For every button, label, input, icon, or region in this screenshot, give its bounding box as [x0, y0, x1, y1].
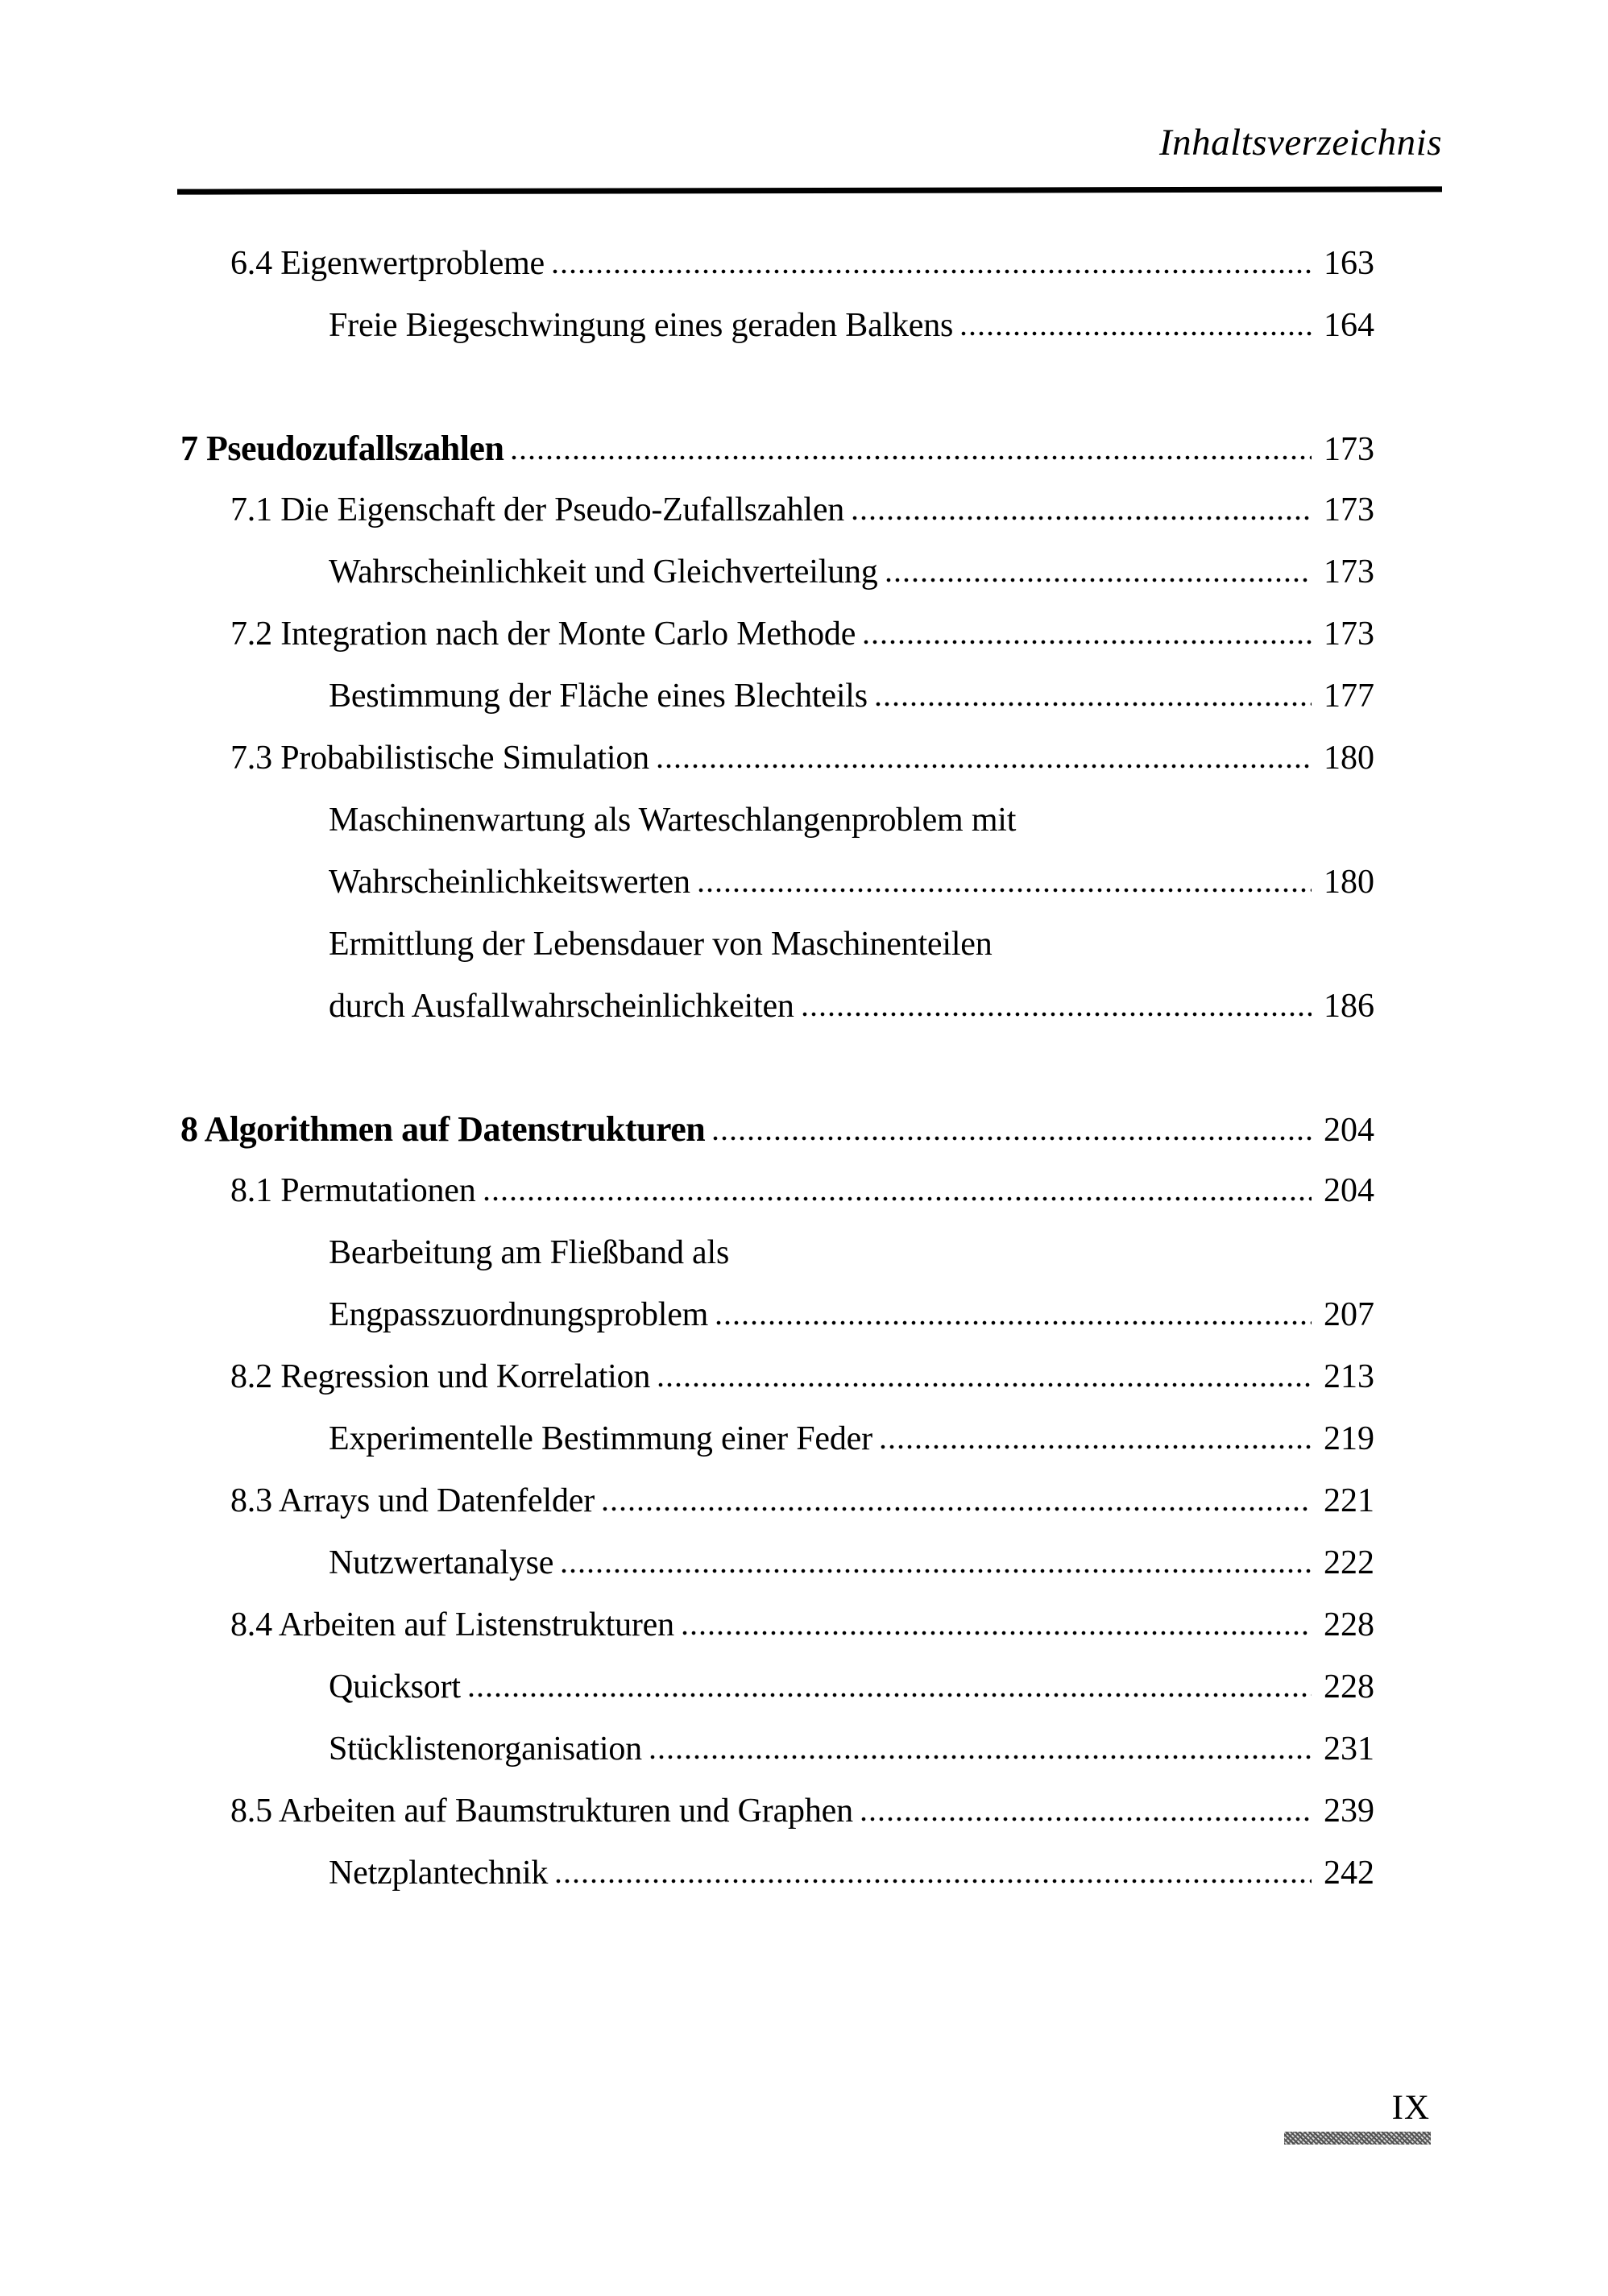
toc-entry-label: 7.1 Die Eigenschaft der Pseudo-Zufallszahlen — [230, 491, 845, 528]
toc-entry-label: Nutzwertanalyse — [329, 1544, 554, 1581]
toc-entry — [0, 493, 1608, 555]
toc-entry — [0, 989, 1608, 1051]
toc-entry-page: 219 — [1324, 1420, 1374, 1457]
toc-entry-page: 186 — [1324, 988, 1374, 1025]
toc-entry-page: 204 — [1324, 1112, 1374, 1149]
dot-leader — [657, 763, 1312, 769]
dot-leader — [658, 1382, 1312, 1387]
toc-entry-label: 8.3 Arrays und Datenfelder — [230, 1482, 595, 1519]
toc-entry — [0, 927, 1608, 989]
toc-entry-page: 164 — [1324, 307, 1374, 344]
dot-leader — [603, 1506, 1312, 1511]
toc-entry — [0, 1360, 1608, 1422]
toc-entry — [0, 1298, 1608, 1360]
toc-entry — [0, 1856, 1608, 1918]
toc-entry-label: 8.2 Regression und Korrelation — [230, 1358, 651, 1395]
toc-entry — [0, 1236, 1608, 1298]
toc-entry-label: Wahrscheinlichkeit und Gleichverteilung — [329, 553, 878, 591]
toc-entry — [0, 1732, 1608, 1794]
dot-leader — [876, 701, 1312, 707]
toc-entry — [0, 679, 1608, 741]
toc-entry — [0, 1422, 1608, 1484]
toc-entry — [0, 803, 1608, 865]
toc-entry — [0, 1670, 1608, 1732]
toc-entry-page: 228 — [1324, 1606, 1374, 1643]
toc-entry-page: 173 — [1324, 553, 1374, 591]
dot-leader — [682, 1630, 1312, 1635]
dot-leader — [469, 1692, 1312, 1697]
toc-entry — [0, 247, 1608, 309]
toc-entry-label: 8.1 Permutationen — [230, 1172, 476, 1209]
toc-entry — [0, 865, 1608, 927]
toc-entry-label: Freie Biegeschwingung eines geraden Balkens — [329, 307, 954, 344]
toc-entry-page: 213 — [1324, 1358, 1374, 1395]
toc-entry-page: 180 — [1324, 740, 1374, 777]
toc-entry-label: 7.2 Integration nach der Monte Carlo Methode — [230, 615, 856, 653]
toc-entry-page: 228 — [1324, 1668, 1374, 1705]
toc-entry-page: 221 — [1324, 1482, 1374, 1519]
toc-entry-page: 207 — [1324, 1296, 1374, 1333]
dot-leader — [886, 577, 1312, 582]
dot-leader — [864, 639, 1312, 644]
toc-entry-page: 180 — [1324, 864, 1374, 901]
dot-leader — [512, 454, 1312, 460]
toc-entry — [0, 1794, 1608, 1856]
dot-leader — [716, 1320, 1312, 1325]
dot-leader — [961, 330, 1312, 336]
toc-entry-page: 239 — [1324, 1792, 1374, 1830]
toc-entry-page: 173 — [1324, 615, 1374, 653]
toc-entry-page: 173 — [1324, 491, 1374, 528]
toc-entry-label: 8 Algorithmen auf Datenstrukturen — [180, 1109, 706, 1149]
toc-entry-label: durch Ausfallwahrscheinlichkeiten — [329, 988, 794, 1025]
toc-entry-label: Netzplantechnik — [329, 1855, 549, 1892]
toc-entry — [0, 1109, 1608, 1174]
folio-page-number: IX — [1391, 2089, 1430, 2127]
toc-entry-label: Engpasszuordnungsproblem — [329, 1296, 709, 1333]
dot-leader — [861, 1816, 1312, 1821]
toc-entry-page: 222 — [1324, 1544, 1374, 1581]
toc-entry-label: Quicksort — [329, 1668, 461, 1705]
toc-entry-label: Wahrscheinlichkeitswerten — [329, 864, 690, 901]
toc-entry-label: Experimentelle Bestimmung einer Feder — [329, 1420, 872, 1457]
toc-entry-label: 6.4 Eigenwertprobleme — [230, 245, 545, 282]
toc-entry-label: Bestimmung der Fläche eines Blechteils — [329, 678, 868, 715]
toc-entry-page: 242 — [1324, 1855, 1374, 1892]
toc-entry-label: 8.4 Arbeiten auf Listenstrukturen — [230, 1606, 674, 1643]
toc-entry — [0, 1174, 1608, 1236]
dot-leader — [553, 268, 1312, 274]
dot-leader — [713, 1135, 1312, 1141]
toc-entry-label: Bearbeitung am Fließband als — [329, 1234, 730, 1271]
toc-entry-page: 163 — [1324, 245, 1374, 282]
toc-entry — [0, 1546, 1608, 1608]
toc-entry-label: Ermittlung der Lebensdauer von Maschinenteilen — [329, 926, 993, 963]
dot-leader — [556, 1878, 1312, 1884]
toc-entry — [0, 617, 1608, 679]
dot-leader — [650, 1754, 1312, 1759]
scan-artifact — [1284, 2132, 1431, 2145]
toc-entry-page: 173 — [1324, 431, 1374, 468]
dot-leader — [802, 1011, 1312, 1017]
page-header-title: Inhaltsverzeichnis — [1159, 122, 1442, 164]
toc-entry-page: 231 — [1324, 1730, 1374, 1768]
toc-entry-page: 204 — [1324, 1172, 1374, 1209]
toc-entry-label: Stücklistenorganisation — [329, 1730, 642, 1768]
dot-leader — [562, 1568, 1312, 1573]
dot-leader — [881, 1444, 1312, 1449]
header-rule — [177, 186, 1442, 194]
toc-entry-label: Maschinenwartung als Warteschlangenproblem mit — [329, 802, 1017, 839]
toc-entry-label: 7.3 Probabilistische Simulation — [230, 740, 649, 777]
toc-entry-page: 177 — [1324, 678, 1374, 715]
dot-leader — [698, 887, 1312, 893]
toc-entry — [0, 555, 1608, 617]
table-of-contents — [0, 247, 1608, 1918]
toc-entry — [0, 1484, 1608, 1546]
dot-leader — [852, 515, 1312, 520]
toc-entry — [0, 431, 1608, 493]
toc-entry-label: 8.5 Arbeiten auf Baumstrukturen und Graphen — [230, 1792, 853, 1830]
toc-entry — [0, 309, 1608, 371]
toc-entry — [0, 741, 1608, 803]
toc-entry-label: 7 Pseudozufallszahlen — [180, 429, 504, 468]
dot-leader — [484, 1196, 1312, 1201]
toc-entry — [0, 1608, 1608, 1670]
